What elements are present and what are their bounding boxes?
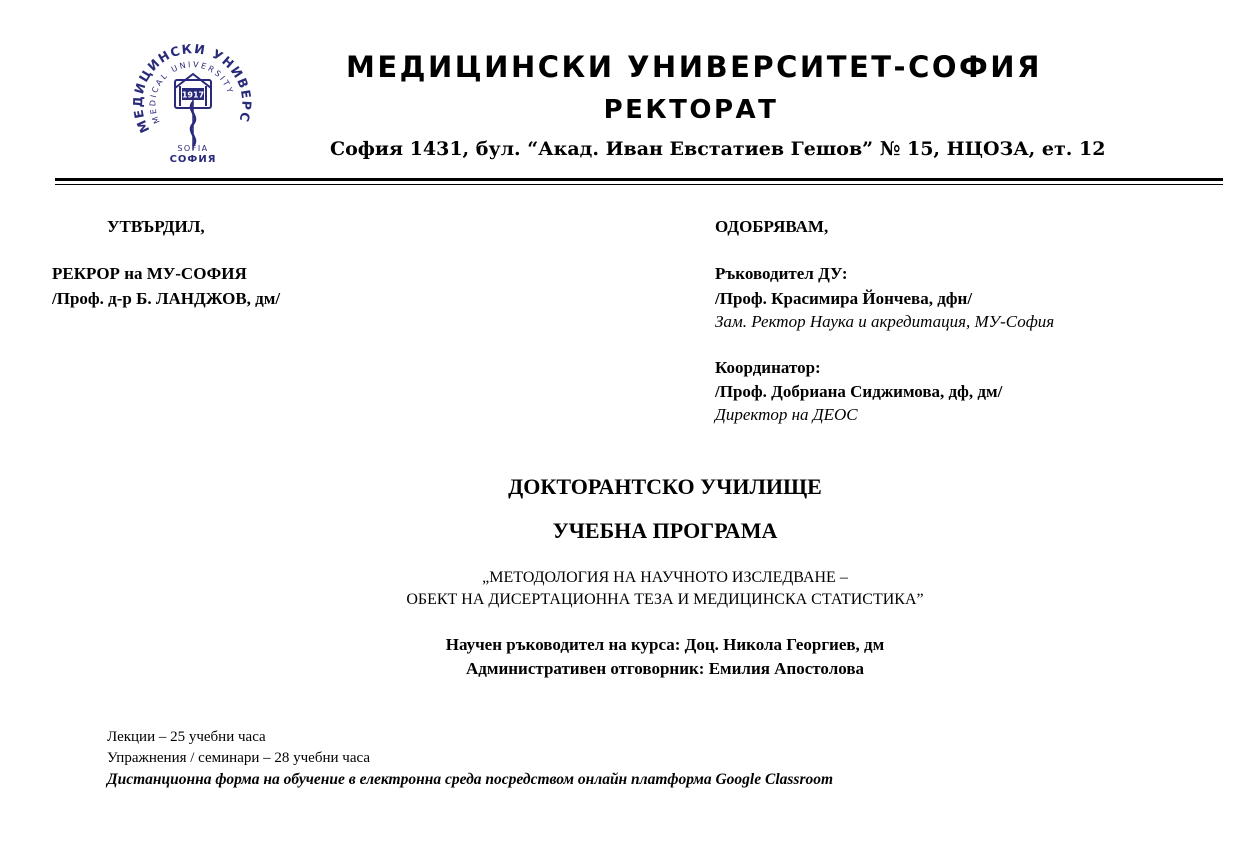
coordinator-name: /Проф. Добриана Сиджимова, дф, дм/: [715, 382, 1003, 401]
approved-label: УТВЪРДИЛ,: [107, 217, 205, 236]
course-admin: Административен отговорник: Емилия Апостолова: [466, 659, 864, 678]
program-title: УЧЕБНА ПРОГРАМА: [552, 518, 778, 543]
school-title: ДОКТОРАНТСКО УЧИЛИЩЕ: [508, 474, 822, 499]
university-title: МЕДИЦИНСКИ УНИВЕРСИТЕТ-СОФИЯ: [346, 50, 1042, 84]
coordinator-position: Директор на ДЕОС: [715, 405, 858, 424]
course-title-line1: „МЕТОДОЛОГИЯ НА НАУЧНОТО ИЗСЛЕДВАНЕ –: [482, 569, 848, 586]
course-title-line2: ОБЕКТ НА ДИСЕРТАЦИОННА ТЕЗА И МЕДИЦИНСКА СТАТИСТИКА”: [406, 591, 924, 608]
logo-inner-text: MEDICAL UNIVERSITY: [148, 59, 236, 125]
header-divider-thick: [55, 178, 1223, 181]
rector-name: /Проф. д-р Б. ЛАНДЖОВ, дм/: [52, 289, 281, 308]
header-divider-thin: [55, 184, 1223, 185]
university-seal-icon: [128, 38, 258, 170]
head-position: Зам. Ректор Наука и акредитация, МУ-София: [715, 312, 1055, 331]
lectures-hours: Лекции – 25 учебни часа: [107, 729, 266, 745]
course-supervisor: Научен ръководител на курса: Доц. Никола Георгиев, дм: [445, 635, 885, 654]
head-role: Ръководител ДУ:: [715, 264, 848, 283]
logo-city-latin: SOFIA: [177, 144, 209, 153]
rector-role: РЕКРОР на МУ-СОФИЯ: [52, 264, 247, 283]
svg-text:МЕДИЦИНСКИ УНИВЕРСИТЕТ: [128, 38, 254, 135]
office-title: РЕКТОРАТ: [603, 95, 779, 125]
university-logo: [128, 38, 258, 170]
logo-city-cyrillic: СОФИЯ: [169, 154, 217, 165]
head-name: /Проф. Красимира Йончева, дфн/: [715, 289, 973, 308]
logo-year: 1917: [181, 90, 205, 100]
address-line: София 1431, бул. “Акад. Иван Евстатиев Гешов” № 15, НЦОЗА, ет. 12: [330, 138, 1106, 160]
exercises-hours: Упражнения / семинари – 28 учебни часа: [107, 750, 370, 766]
coordinator-role: Координатор:: [715, 358, 821, 377]
training-format: Дистанционна форма на обучение в електронна среда посредством онлайн платформа Google Classroom: [107, 771, 834, 788]
approve-label: ОДОБРЯВАМ,: [715, 217, 829, 236]
logo-ring-text: МЕДИЦИНСКИ УНИВЕРС: [130, 40, 255, 136]
